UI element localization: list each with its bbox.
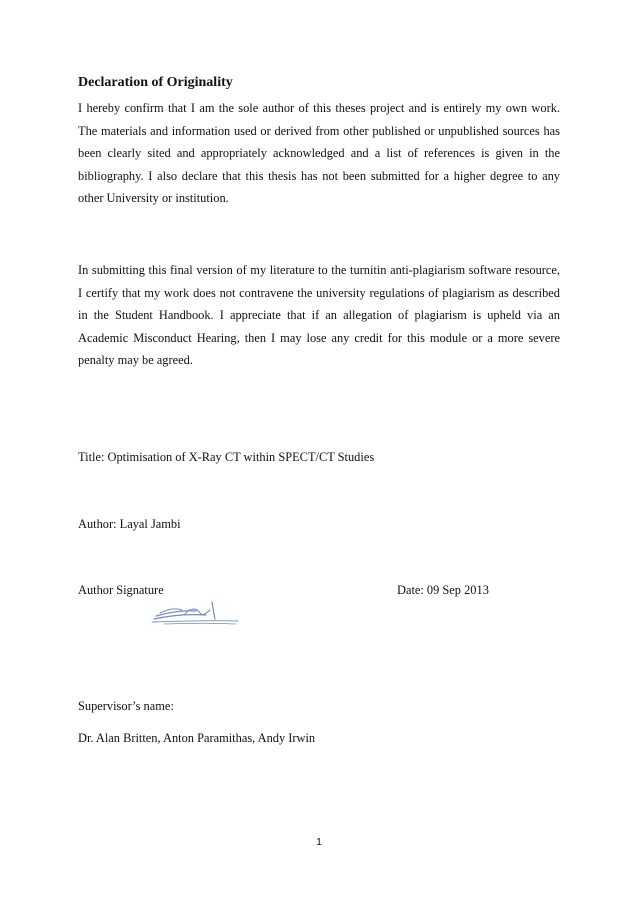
handwritten-signature [150,598,242,626]
thesis-title: Title: Optimisation of X-Ray CT within SPECT/CT Studies [78,450,375,464]
supervisor-names: Dr. Alan Britten, Anton Paramithas, Andy Irwin [78,731,316,745]
signature-label: Author Signature [78,583,164,597]
declaration-paragraph-2: In submitting this final version of my literature to the turnitin anti-plagiarism software resource, I certify that my work does not contravene the university regulations of plagiarism as described in the Student Handbook. I appreciate that if an allegation of plagiarism is upheld via an Academic Misconduct Hearing, then I may lose any credit for this module or a more severe penalty may be agreed. [78,263,560,367]
page-number: 1 [316,836,322,848]
declaration-paragraph-1: I hereby confirm that I am the sole author of this theses project and is entirely my own work. The materials and information used or derived from other published or unpublished sources has been clearly sited and appropriately acknowledged and a list of references is given in the bibliography. I also declare that this thesis has not been submitted for a higher degree to any other University or institution. [78,101,560,205]
declaration-heading: Declaration of Originality [78,75,233,90]
author-name: Author: Layal Jambi [78,517,181,531]
signature-date: Date: 09 Sep 2013 [397,583,489,597]
supervisor-label: Supervisor’s name: [78,699,174,713]
